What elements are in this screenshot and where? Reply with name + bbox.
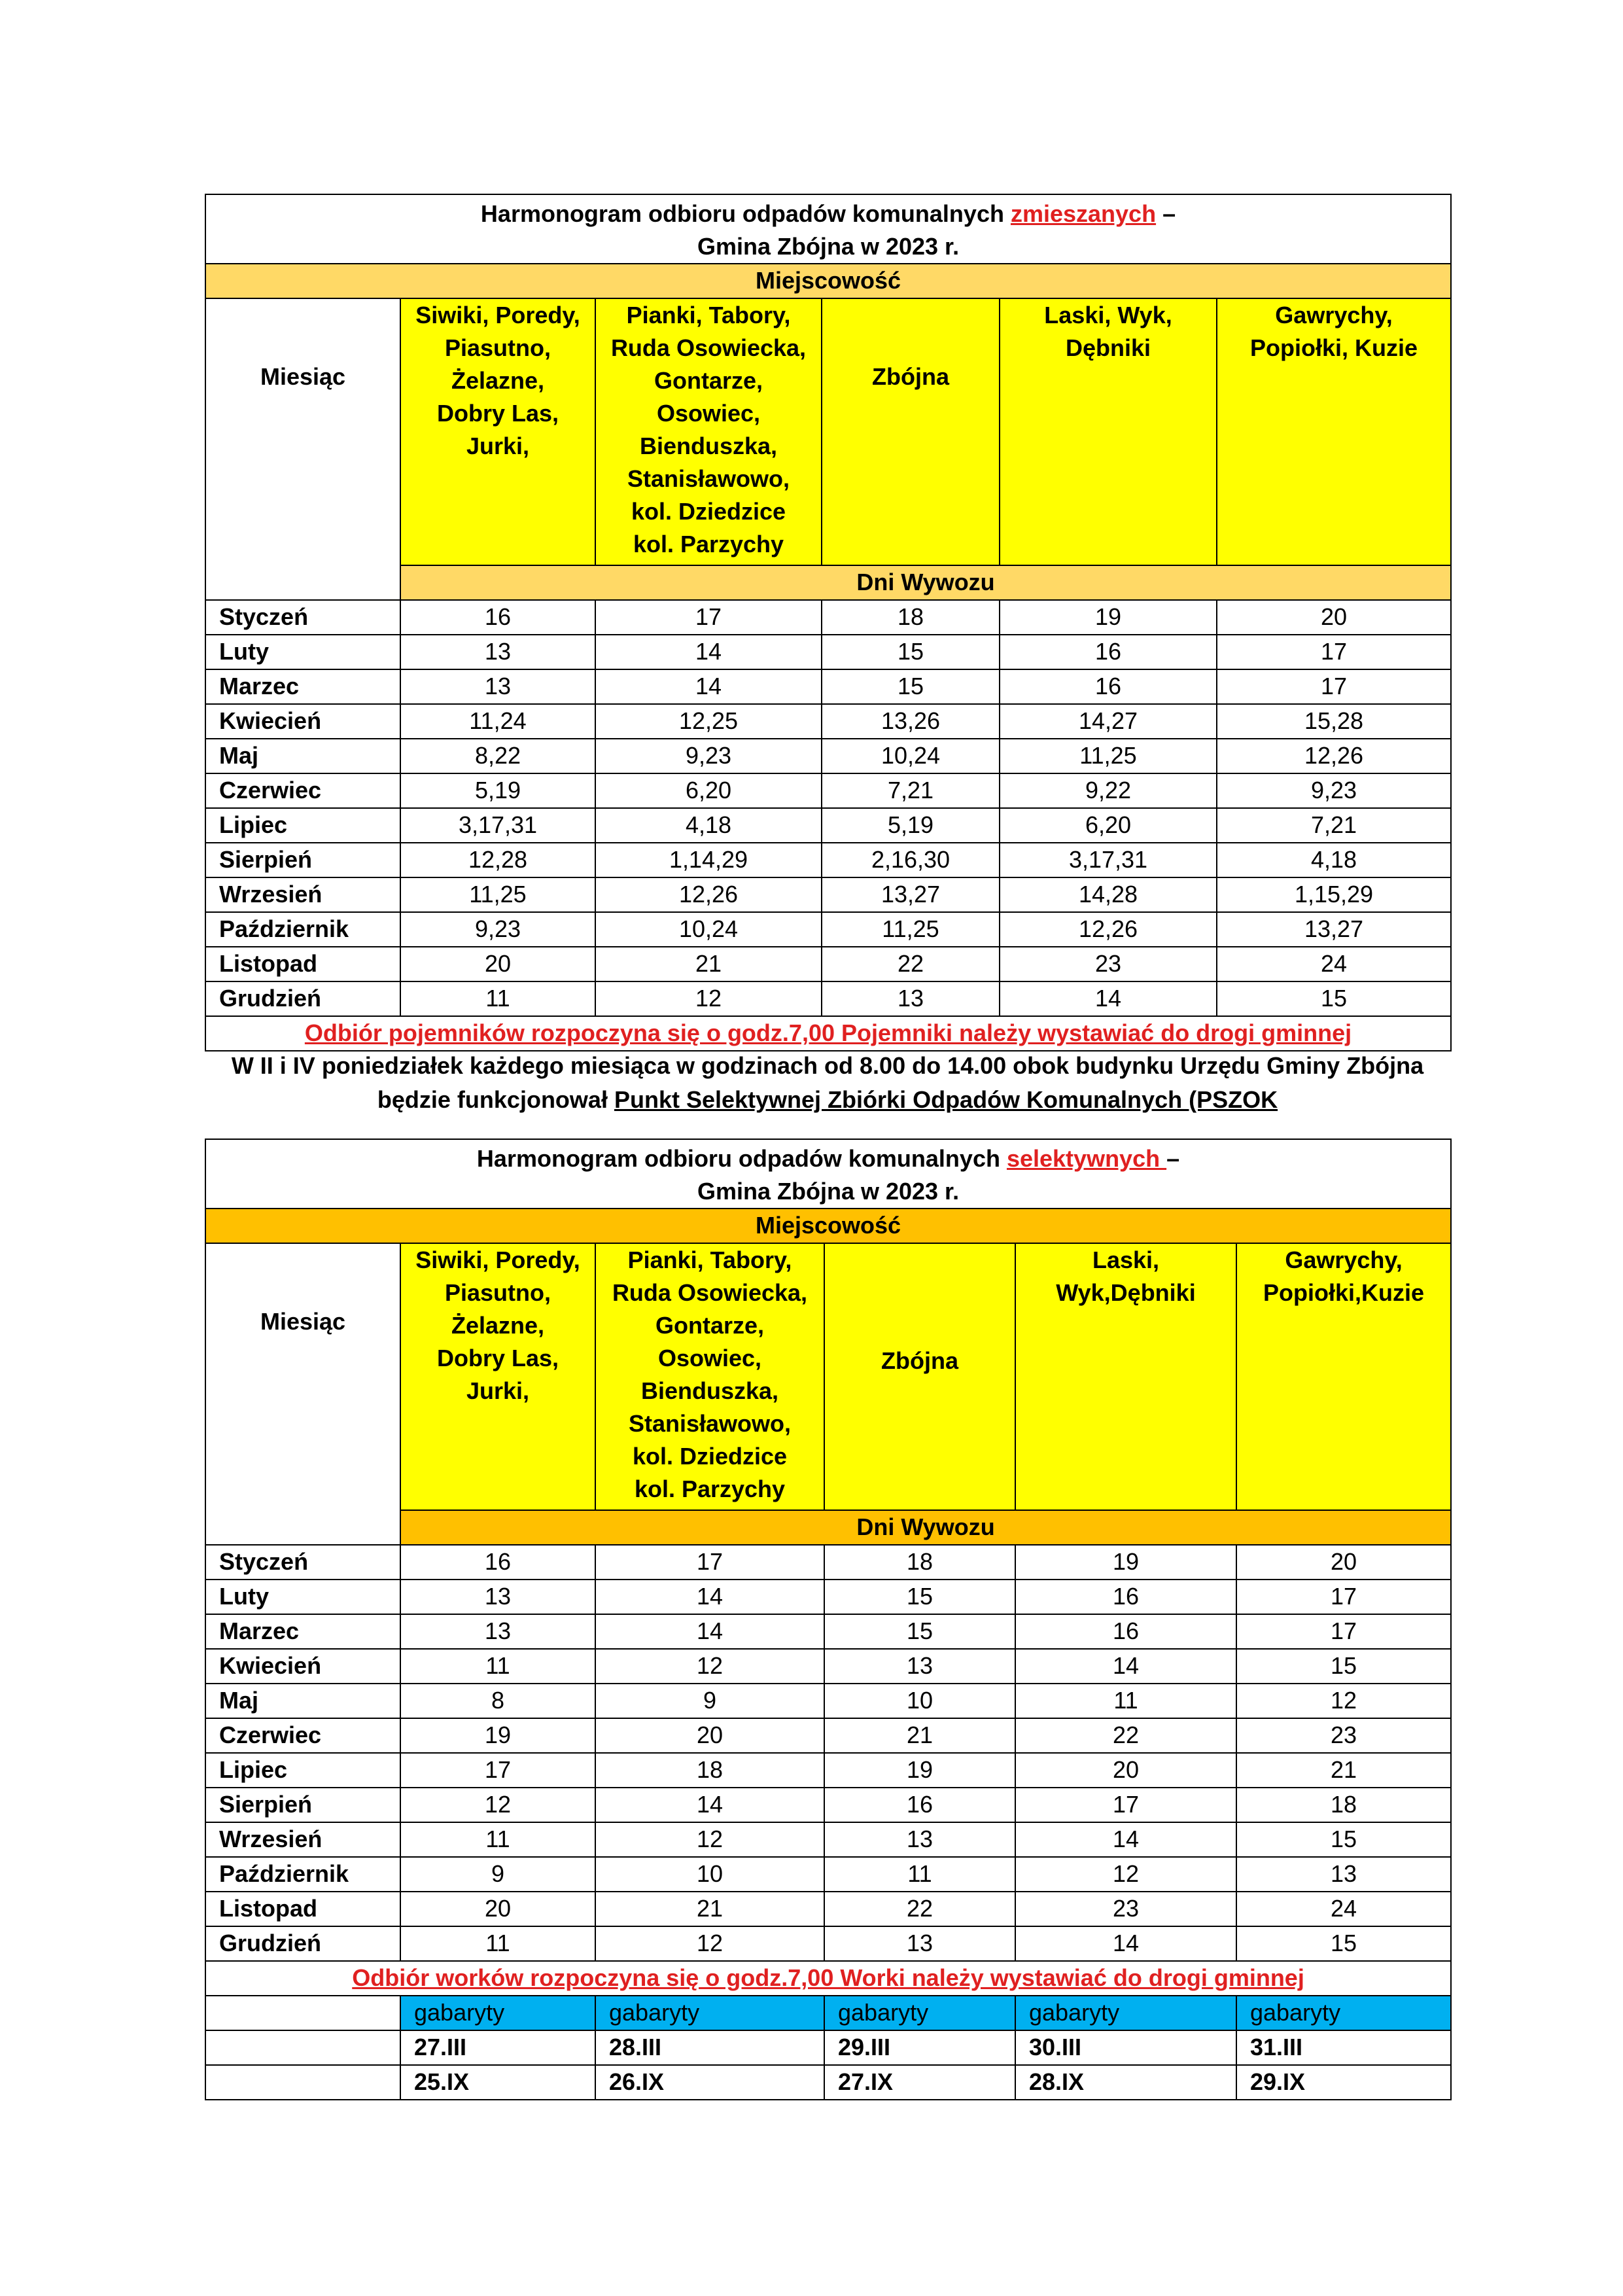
collection-days: 12	[400, 1788, 595, 1822]
location-name: Popiołki,Kuzie	[1263, 1279, 1425, 1306]
location-name: Siwiki, Poredy,	[415, 1246, 580, 1273]
collection-days: 9,22	[1000, 773, 1217, 808]
collection-days: 12,25	[595, 704, 822, 739]
collection-days: 15	[1236, 1649, 1451, 1684]
location-name: Dębniki	[1065, 334, 1151, 361]
collection-days: 11,25	[1000, 739, 1217, 773]
collection-days: 11	[400, 1822, 595, 1857]
month-name: Maj	[205, 739, 400, 773]
location-name: Zbójna	[881, 1347, 958, 1374]
location-name: Laski,	[1092, 1246, 1160, 1273]
collection-days: 13	[1236, 1857, 1451, 1892]
collection-days: 16	[1000, 635, 1217, 669]
table-title	[205, 194, 1451, 264]
month-name: Wrzesień	[205, 1822, 400, 1857]
title-dash: –	[1156, 200, 1176, 227]
location-name: kol. Parzychy	[633, 531, 784, 557]
pszok-info	[205, 1049, 1450, 1117]
title-dash: –	[1166, 1145, 1180, 1172]
collection-days: 7,21	[822, 773, 1000, 808]
month-name: Październik	[205, 912, 400, 947]
dni-wywozu-header: Dni Wywozu	[400, 565, 1451, 600]
collection-days: 22	[824, 1892, 1015, 1926]
collection-days: 20	[1236, 1545, 1451, 1580]
month-name: Listopad	[205, 1892, 400, 1926]
collection-days: 24	[1236, 1892, 1451, 1926]
collection-days: 11	[400, 981, 595, 1016]
location-cell	[595, 298, 822, 565]
collection-days: 1,15,29	[1217, 877, 1451, 912]
collection-days: 11,25	[400, 877, 595, 912]
location-name: Gawrychy,	[1275, 302, 1393, 328]
month-name: Czerwiec	[205, 1718, 400, 1753]
table-row	[205, 1788, 1451, 1822]
collection-days: 15	[1217, 981, 1451, 1016]
table-row	[205, 808, 1451, 843]
month-name: Maj	[205, 1684, 400, 1718]
collection-days: 13,27	[1217, 912, 1451, 947]
location-name: kol. Parzychy	[634, 1475, 786, 1502]
collection-days: 20	[1015, 1753, 1236, 1788]
location-cell	[400, 298, 595, 565]
collection-days: 15	[822, 669, 1000, 704]
collection-days: 13	[400, 669, 595, 704]
collection-days: 9	[595, 1684, 824, 1718]
collection-days: 3,17,31	[400, 808, 595, 843]
miesiac-header: Miesiąc	[205, 298, 400, 600]
gabaryty-date: 27.IX	[824, 2065, 1015, 2100]
miejscowosc-header: Miejscowość	[205, 264, 1451, 298]
collection-days: 19	[1000, 600, 1217, 635]
collection-days: 14,28	[1000, 877, 1217, 912]
table-row	[205, 600, 1451, 635]
location-name: Osowiec,	[656, 400, 761, 427]
location-cell	[400, 1243, 595, 1510]
location-cell	[1015, 1243, 1236, 1510]
month-name: Kwiecień	[205, 704, 400, 739]
table-row	[205, 877, 1451, 912]
collection-note: Odbiór worków rozpoczyna się o godz.7,00 Worki należy wystawiać do drogi gminnej	[205, 1961, 1451, 1996]
location-name: Piasutno,	[444, 1279, 551, 1306]
table-row	[205, 739, 1451, 773]
gabaryty-row	[205, 2065, 1451, 2100]
gabaryty-date: 25.IX	[400, 2065, 595, 2100]
collection-days: 11,25	[822, 912, 1000, 947]
collection-days: 7,21	[1217, 808, 1451, 843]
collection-days: 15	[824, 1614, 1015, 1649]
miejscowosc-header: Miejscowość	[205, 1209, 1451, 1243]
gabaryty-label: gabaryty	[1015, 1996, 1236, 2030]
month-name: Lipiec	[205, 808, 400, 843]
table-row	[205, 1580, 1451, 1614]
gabaryty-date: 26.IX	[595, 2065, 824, 2100]
collection-days: 20	[1217, 600, 1451, 635]
table-row	[205, 773, 1451, 808]
collection-days: 8,22	[400, 739, 595, 773]
collection-days: 14	[1015, 1926, 1236, 1961]
collection-days: 13	[822, 981, 1000, 1016]
collection-days: 14	[595, 669, 822, 704]
collection-days: 21	[824, 1718, 1015, 1753]
collection-days: 18	[595, 1753, 824, 1788]
location-name: Stanisławowo,	[627, 465, 790, 492]
collection-days: 10,24	[822, 739, 1000, 773]
collection-days: 12	[1236, 1684, 1451, 1718]
table-subtitle: Gmina Zbójna w 2023 r.	[697, 1178, 960, 1205]
table-row	[205, 912, 1451, 947]
collection-days: 15	[1236, 1926, 1451, 1961]
collection-days: 13	[400, 1614, 595, 1649]
collection-days: 3,17,31	[1000, 843, 1217, 877]
location-name: Gawrychy,	[1285, 1246, 1403, 1273]
location-name: Pianki, Tabory,	[627, 1246, 792, 1273]
collection-days: 12,28	[400, 843, 595, 877]
collection-days: 20	[400, 1892, 595, 1926]
location-name: Gontarze,	[654, 367, 763, 394]
location-name: Ruda Osowiecka,	[612, 1279, 808, 1306]
month-name: Styczeń	[205, 600, 400, 635]
table-row	[205, 843, 1451, 877]
location-name: Żelazne,	[451, 1312, 545, 1339]
collection-days: 17	[595, 600, 822, 635]
collection-days: 12	[1015, 1857, 1236, 1892]
collection-days: 23	[1015, 1892, 1236, 1926]
collection-days: 17	[1217, 669, 1451, 704]
collection-days: 12,26	[595, 877, 822, 912]
location-name: Dobry Las,	[436, 400, 559, 427]
collection-days: 12	[595, 1822, 824, 1857]
collection-days: 12	[595, 1649, 824, 1684]
table-row	[205, 1649, 1451, 1684]
month-name: Październik	[205, 1857, 400, 1892]
collection-days: 13,26	[822, 704, 1000, 739]
collection-days: 6,20	[1000, 808, 1217, 843]
collection-days: 22	[822, 947, 1000, 981]
table-row	[205, 1926, 1451, 1961]
location-name: Siwiki, Poredy,	[415, 302, 580, 328]
location-name: kol. Dziedzice	[631, 498, 786, 525]
gabaryty-label: gabaryty	[824, 1996, 1015, 2030]
gabaryty-date: 28.III	[595, 2030, 824, 2065]
collection-days: 20	[595, 1718, 824, 1753]
collection-days: 16	[400, 600, 595, 635]
collection-days: 17	[400, 1753, 595, 1788]
month-name: Listopad	[205, 947, 400, 981]
collection-days: 11	[400, 1926, 595, 1961]
month-name: Styczeń	[205, 1545, 400, 1580]
collection-days: 5,19	[822, 808, 1000, 843]
location-cell	[822, 298, 1000, 565]
collection-days: 15,28	[1217, 704, 1451, 739]
collection-days: 18	[1236, 1788, 1451, 1822]
collection-days: 4,18	[1217, 843, 1451, 877]
collection-days: 10,24	[595, 912, 822, 947]
collection-days: 22	[1015, 1718, 1236, 1753]
gabaryty-empty-cell	[205, 2065, 400, 2100]
collection-days: 12	[595, 1926, 824, 1961]
month-name: Luty	[205, 635, 400, 669]
collection-days: 10	[824, 1684, 1015, 1718]
month-name: Czerwiec	[205, 773, 400, 808]
location-name: Bienduszka,	[639, 433, 778, 459]
table-row	[205, 704, 1451, 739]
collection-days: 5,19	[400, 773, 595, 808]
month-name: Marzec	[205, 669, 400, 704]
collection-days: 4,18	[595, 808, 822, 843]
month-name: Luty	[205, 1580, 400, 1614]
collection-days: 21	[595, 1892, 824, 1926]
location-name: Osowiec,	[657, 1345, 762, 1371]
collection-days: 18	[822, 600, 1000, 635]
location-cell	[824, 1243, 1015, 1510]
location-name: Wyk,Dębniki	[1056, 1279, 1196, 1306]
collection-days: 9,23	[1217, 773, 1451, 808]
gabaryty-label: gabaryty	[595, 1996, 824, 2030]
month-name: Marzec	[205, 1614, 400, 1649]
table-row	[205, 1892, 1451, 1926]
pszok-line-1: W II i IV poniedziałek każdego miesiąca w godzinach od 8.00 do 14.00 obok budynku Urzędu Gminy Zbójna	[231, 1052, 1424, 1079]
miesiac-header: Miesiąc	[205, 1243, 400, 1545]
table-row	[205, 1718, 1451, 1753]
title-text: Harmonogram odbioru odpadów komunalnych	[480, 200, 1011, 227]
collection-days: 14	[595, 1614, 824, 1649]
collection-days: 12	[595, 981, 822, 1016]
month-name: Sierpień	[205, 1788, 400, 1822]
collection-days: 10	[595, 1857, 824, 1892]
month-name: Grudzień	[205, 1926, 400, 1961]
collection-days: 16	[400, 1545, 595, 1580]
gabaryty-date: 31.III	[1236, 2030, 1451, 2065]
collection-days: 17	[1236, 1580, 1451, 1614]
location-name: Jurki,	[466, 1377, 530, 1404]
table-row	[205, 947, 1451, 981]
gabaryty-empty-cell	[205, 2030, 400, 2065]
collection-days: 14	[595, 1580, 824, 1614]
month-name: Grudzień	[205, 981, 400, 1016]
collection-days: 14	[1000, 981, 1217, 1016]
collection-days: 14	[595, 635, 822, 669]
month-name: Kwiecień	[205, 1649, 400, 1684]
collection-days: 12,26	[1217, 739, 1451, 773]
location-name: kol. Dziedzice	[632, 1443, 788, 1470]
gabaryty-date: 29.IX	[1236, 2065, 1451, 2100]
table-row	[205, 1857, 1451, 1892]
collection-days: 9	[400, 1857, 595, 1892]
table-title	[205, 1139, 1451, 1209]
collection-days: 15	[1236, 1822, 1451, 1857]
collection-days: 9,23	[400, 912, 595, 947]
collection-days: 14	[1015, 1822, 1236, 1857]
collection-days: 17	[1015, 1788, 1236, 1822]
collection-days: 13	[824, 1926, 1015, 1961]
collection-days: 11	[400, 1649, 595, 1684]
collection-days: 14,27	[1000, 704, 1217, 739]
location-cell	[1217, 298, 1451, 565]
location-name: Jurki,	[466, 433, 530, 459]
collection-days: 12,26	[1000, 912, 1217, 947]
collection-days: 21	[595, 947, 822, 981]
location-name: Zbójna	[872, 363, 949, 390]
location-name: Dobry Las,	[436, 1345, 559, 1371]
collection-days: 20	[400, 947, 595, 981]
location-cell	[1000, 298, 1217, 565]
collection-days: 13	[400, 1580, 595, 1614]
title-text: Harmonogram odbioru odpadów komunalnych	[476, 1145, 1007, 1172]
table-row	[205, 635, 1451, 669]
location-name: Bienduszka,	[640, 1377, 779, 1404]
collection-days: 11	[824, 1857, 1015, 1892]
collection-days: 13	[400, 635, 595, 669]
month-name: Sierpień	[205, 843, 400, 877]
collection-days: 16	[824, 1788, 1015, 1822]
collection-days: 14	[1015, 1649, 1236, 1684]
gabaryty-date: 27.III	[400, 2030, 595, 2065]
table-row	[205, 1822, 1451, 1857]
collection-days: 18	[824, 1545, 1015, 1580]
collection-days: 17	[1217, 635, 1451, 669]
table-row	[205, 1684, 1451, 1718]
pszok-line-2	[205, 1083, 1450, 1117]
collection-days: 15	[822, 635, 1000, 669]
dni-wywozu-header: Dni Wywozu	[400, 1510, 1451, 1545]
location-name: Gontarze,	[655, 1312, 765, 1339]
mixed-waste-schedule-table	[205, 194, 1452, 1051]
collection-days: 13	[824, 1649, 1015, 1684]
collection-days: 17	[1236, 1614, 1451, 1649]
collection-days: 16	[1015, 1614, 1236, 1649]
collection-days: 23	[1236, 1718, 1451, 1753]
gabaryty-label: gabaryty	[400, 1996, 595, 2030]
collection-days: 15	[824, 1580, 1015, 1614]
gabaryty-empty-cell	[205, 1996, 400, 2030]
selective-waste-schedule-table	[205, 1139, 1452, 2100]
gabaryty-date: 28.IX	[1015, 2065, 1236, 2100]
collection-days: 13	[824, 1822, 1015, 1857]
table-row	[205, 1545, 1451, 1580]
collection-days: 11	[1015, 1684, 1236, 1718]
pszok-link[interactable]: Punkt Selektywnej Zbiórki Odpadów Komunalnych (PSZOK	[614, 1086, 1278, 1113]
title-highlight: zmieszanych	[1010, 200, 1157, 227]
collection-days: 23	[1000, 947, 1217, 981]
collection-days: 2,16,30	[822, 843, 1000, 877]
gabaryty-row	[205, 2030, 1451, 2065]
table-row	[205, 669, 1451, 704]
collection-note: Odbiór pojemników rozpoczyna się o godz.7,00 Pojemniki należy wystawiać do drogi gminnej	[205, 1016, 1451, 1051]
collection-days: 24	[1217, 947, 1451, 981]
table-row	[205, 1614, 1451, 1649]
location-name: Laski, Wyk,	[1044, 302, 1172, 328]
location-name: Piasutno,	[444, 334, 551, 361]
collection-days: 16	[1000, 669, 1217, 704]
month-name: Wrzesień	[205, 877, 400, 912]
month-name: Lipiec	[205, 1753, 400, 1788]
collection-days: 8	[400, 1684, 595, 1718]
title-highlight: selektywnych	[1006, 1145, 1167, 1172]
gabaryty-date: 30.III	[1015, 2030, 1236, 2065]
location-cell	[1236, 1243, 1451, 1510]
collection-days: 1,14,29	[595, 843, 822, 877]
location-name: Pianki, Tabory,	[626, 302, 791, 328]
table-row	[205, 1753, 1451, 1788]
collection-days: 6,20	[595, 773, 822, 808]
collection-days: 19	[824, 1753, 1015, 1788]
location-name: Stanisławowo,	[628, 1410, 792, 1437]
collection-days: 13,27	[822, 877, 1000, 912]
collection-days: 11,24	[400, 704, 595, 739]
collection-days: 9,23	[595, 739, 822, 773]
location-cell	[595, 1243, 824, 1510]
location-name: Ruda Osowiecka,	[610, 334, 807, 361]
pszok-line-2-text: będzie funkcjonował	[377, 1086, 614, 1113]
table-subtitle: Gmina Zbójna w 2023 r.	[697, 233, 960, 260]
collection-days: 19	[400, 1718, 595, 1753]
collection-days: 14	[595, 1788, 824, 1822]
collection-days: 19	[1015, 1545, 1236, 1580]
gabaryty-label: gabaryty	[1236, 1996, 1451, 2030]
gabaryty-date: 29.III	[824, 2030, 1015, 2065]
collection-days: 16	[1015, 1580, 1236, 1614]
table-row	[205, 981, 1451, 1016]
collection-days: 17	[595, 1545, 824, 1580]
location-name: Żelazne,	[451, 367, 545, 394]
location-name: Popiołki, Kuzie	[1250, 334, 1418, 361]
collection-days: 21	[1236, 1753, 1451, 1788]
